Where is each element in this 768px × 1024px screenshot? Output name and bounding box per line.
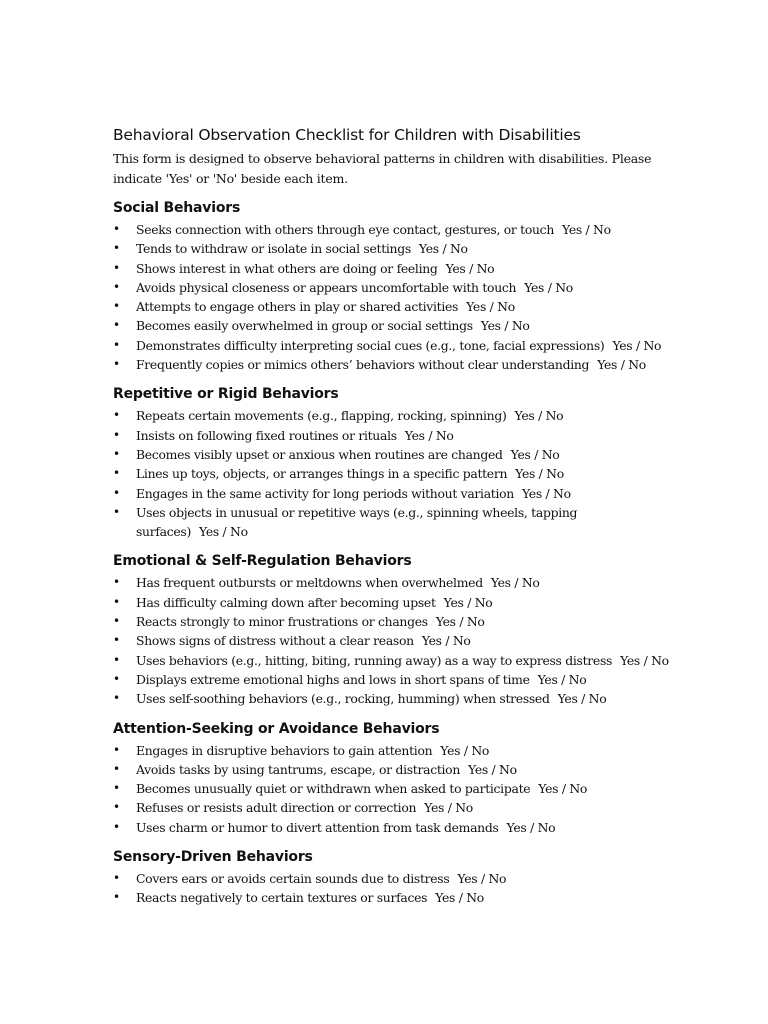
checklist-section xyxy=(113,551,673,708)
bullet-icon: • xyxy=(113,279,120,294)
yes-no-answer: Yes / No xyxy=(199,524,248,540)
section-heading: Emotional & Self-Regulation Behaviors xyxy=(113,553,412,570)
checklist-item xyxy=(113,239,673,258)
checklist-item-text: Uses self-soothing behaviors (e.g., rocking, humming) when stressed xyxy=(136,691,550,707)
checklist-item xyxy=(113,464,673,483)
checklist-item-text: Reacts negatively to certain textures or surfaces xyxy=(136,890,428,906)
checklist-item xyxy=(113,741,673,760)
checklist-item-text: Frequently copies or mimics others’ behaviors without clear understanding xyxy=(136,357,590,373)
checklist-item xyxy=(113,406,673,425)
section-heading: Attention-Seeking or Avoidance Behaviors xyxy=(113,720,440,737)
yes-no-answer: Yes / No xyxy=(562,222,611,237)
yes-no-answer: Yes / No xyxy=(597,357,646,373)
bullet-icon: • xyxy=(113,260,120,275)
checklist-item xyxy=(113,779,673,798)
bullet-icon: • xyxy=(113,575,120,590)
checklist-item-text: Repeats certain movements (e.g., flapping, rocking, spinning) xyxy=(136,408,507,424)
bullet-icon: • xyxy=(113,594,120,609)
checklist-item xyxy=(113,760,673,779)
checklist-item xyxy=(113,336,673,355)
bullet-icon: • xyxy=(113,633,120,648)
bullet-icon: • xyxy=(113,691,120,706)
yes-no-answer: Yes / No xyxy=(466,299,515,315)
checklist-item xyxy=(113,818,673,837)
yes-no-answer: Yes / No xyxy=(506,819,556,835)
checklist-item xyxy=(113,631,673,650)
yes-no-answer: Yes / No xyxy=(435,890,484,906)
yes-no-answer: Yes / No xyxy=(490,575,540,591)
bullet-icon: • xyxy=(113,504,120,519)
checklist-item-text: Covers ears or avoids certain sounds due to distress xyxy=(136,871,450,887)
bullet-icon: • xyxy=(113,871,120,886)
checklist-item-text: Has frequent outbursts or meltdowns when overwhelmed xyxy=(136,575,483,591)
checklist-item xyxy=(113,888,673,907)
yes-no-answer: Yes / No xyxy=(537,671,587,687)
bullet-icon: • xyxy=(113,408,120,423)
checklist-item xyxy=(113,503,673,542)
checklist-item-text: Engages in the same activity for long periods without variation xyxy=(136,485,514,501)
checklist-item xyxy=(113,573,673,592)
checklist-item-text: Demonstrates difficulty interpreting social cues (e.g., tone, facial expressions) xyxy=(136,337,605,353)
checklist-item-text: Becomes visibly upset or anxious when routines are changed xyxy=(136,446,503,462)
checklist-item xyxy=(113,612,673,631)
checklist-item-text: Reacts strongly to minor frustrations or changes xyxy=(136,614,428,630)
yes-no-answer: Yes / No xyxy=(421,633,471,649)
checklist-item xyxy=(113,316,673,335)
checklist-item-text: Refuses or resists adult direction or correction xyxy=(136,800,417,816)
checklist-item-text: Engages in disruptive behaviors to gain attention xyxy=(136,742,433,758)
checklist-item-text: Has difficulty calming down after becoming upset xyxy=(136,594,436,610)
checklist-item xyxy=(113,689,673,708)
yes-no-answer: Yes / No xyxy=(515,466,564,482)
yes-no-answer: Yes / No xyxy=(510,446,560,462)
checklist-section xyxy=(113,719,673,837)
yes-no-answer: Yes / No xyxy=(612,337,662,353)
checklist-item-text: Avoids physical closeness or appears uncomfortable with touch xyxy=(136,279,517,295)
checklist-item-text: Seeks connection with others through eye contact, gestures, or touch xyxy=(136,222,555,237)
bullet-icon: • xyxy=(113,614,120,629)
bullet-icon: • xyxy=(113,337,120,352)
checklist-item xyxy=(113,426,673,445)
checklist-item xyxy=(113,297,673,316)
bullet-icon: • xyxy=(113,890,120,905)
bullet-icon: • xyxy=(113,671,120,686)
checklist-item-text: Uses charm or humor to divert attention from task demands xyxy=(136,819,499,835)
yes-no-answer: Yes / No xyxy=(538,781,588,797)
yes-no-answer: Yes / No xyxy=(404,427,454,443)
checklist-item-text: Attempts to engage others in play or shared activities xyxy=(136,299,459,315)
bullet-icon: • xyxy=(113,318,120,333)
checklist-item xyxy=(113,355,673,374)
checklist-item-list xyxy=(113,573,673,708)
bullet-icon: • xyxy=(113,485,120,500)
checklist-item xyxy=(113,484,673,503)
yes-no-answer: Yes / No xyxy=(418,241,468,257)
bullet-icon: • xyxy=(113,761,120,776)
yes-no-answer: Yes / No xyxy=(557,691,607,707)
checklist-sections xyxy=(113,198,673,908)
checklist-item xyxy=(113,259,673,278)
section-heading: Sensory-Driven Behaviors xyxy=(113,849,313,866)
checklist-item xyxy=(113,798,673,817)
yes-no-answer: Yes / No xyxy=(480,318,530,334)
bullet-icon: • xyxy=(113,819,120,834)
checklist-item xyxy=(113,670,673,689)
checklist-item-text: Shows signs of distress without a clear reason xyxy=(136,633,414,649)
checklist-section xyxy=(113,847,673,908)
checklist-item xyxy=(113,593,673,612)
bullet-icon: • xyxy=(113,299,120,314)
checklist-item-list xyxy=(113,741,673,837)
checklist-item-list xyxy=(113,406,673,541)
bullet-icon: • xyxy=(113,781,120,796)
yes-no-answer: Yes / No xyxy=(443,594,493,610)
checklist-item-text: Insists on following fixed routines or rituals xyxy=(136,427,397,443)
checklist-item xyxy=(113,220,673,239)
checklist-item-list xyxy=(113,869,673,908)
section-heading: Repetitive or Rigid Behaviors xyxy=(113,386,339,403)
yes-no-answer: Yes / No xyxy=(440,742,490,758)
section-heading: Social Behaviors xyxy=(113,200,241,216)
yes-no-answer: Yes / No xyxy=(620,652,669,668)
yes-no-answer: Yes / No xyxy=(435,614,485,630)
bullet-icon: • xyxy=(113,446,120,461)
checklist-section xyxy=(113,198,673,374)
yes-no-answer: Yes / No xyxy=(445,260,495,276)
bullet-icon: • xyxy=(113,466,120,481)
yes-no-answer: Yes / No xyxy=(514,408,564,424)
checklist-item-text: Tends to withdraw or isolate in social settings xyxy=(136,241,411,257)
yes-no-answer: Yes / No xyxy=(468,761,517,777)
checklist-item-text: Avoids tasks by using tantrums, escape, or distraction xyxy=(136,761,461,777)
checklist-item-text: Uses objects in unusual or repetitive ways (e.g., spinning wheels, tapping surfaces) xyxy=(136,504,578,540)
checklist-item xyxy=(113,445,673,464)
checklist-item-text: Shows interest in what others are doing or feeling xyxy=(136,260,438,276)
bullet-icon: • xyxy=(113,427,120,442)
document-intro: This form is designed to observe behavioral patterns in children with disabilities. Please indicate 'Yes' or 'No' beside each item. xyxy=(113,151,652,186)
checklist-item-text: Lines up toys, objects, or arranges things in a specific pattern xyxy=(136,466,508,482)
checklist-item-text: Becomes unusually quiet or withdrawn when asked to participate xyxy=(136,781,531,797)
bullet-icon: • xyxy=(113,742,120,757)
checklist-item-list xyxy=(113,220,673,374)
checklist-item-text: Becomes easily overwhelmed in group or social settings xyxy=(136,318,473,334)
yes-no-answer: Yes / No xyxy=(457,871,507,887)
bullet-icon: • xyxy=(113,241,120,256)
checklist-page xyxy=(113,124,673,908)
checklist-item-text: Displays extreme emotional highs and lows in short spans of time xyxy=(136,671,530,687)
bullet-icon: • xyxy=(113,652,120,667)
yes-no-answer: Yes / No xyxy=(424,800,473,816)
bullet-icon: • xyxy=(113,800,120,815)
bullet-icon: • xyxy=(113,222,120,236)
checklist-item xyxy=(113,278,673,297)
bullet-icon: • xyxy=(113,357,120,372)
checklist-item xyxy=(113,869,673,888)
checklist-item xyxy=(113,651,673,670)
yes-no-answer: Yes / No xyxy=(521,485,571,501)
document-title: Behavioral Observation Checklist for Children with Disabilities xyxy=(113,126,581,144)
checklist-item-text: Uses behaviors (e.g., hitting, biting, running away) as a way to express distress xyxy=(136,652,613,668)
checklist-section xyxy=(113,384,673,541)
yes-no-answer: Yes / No xyxy=(524,279,573,295)
